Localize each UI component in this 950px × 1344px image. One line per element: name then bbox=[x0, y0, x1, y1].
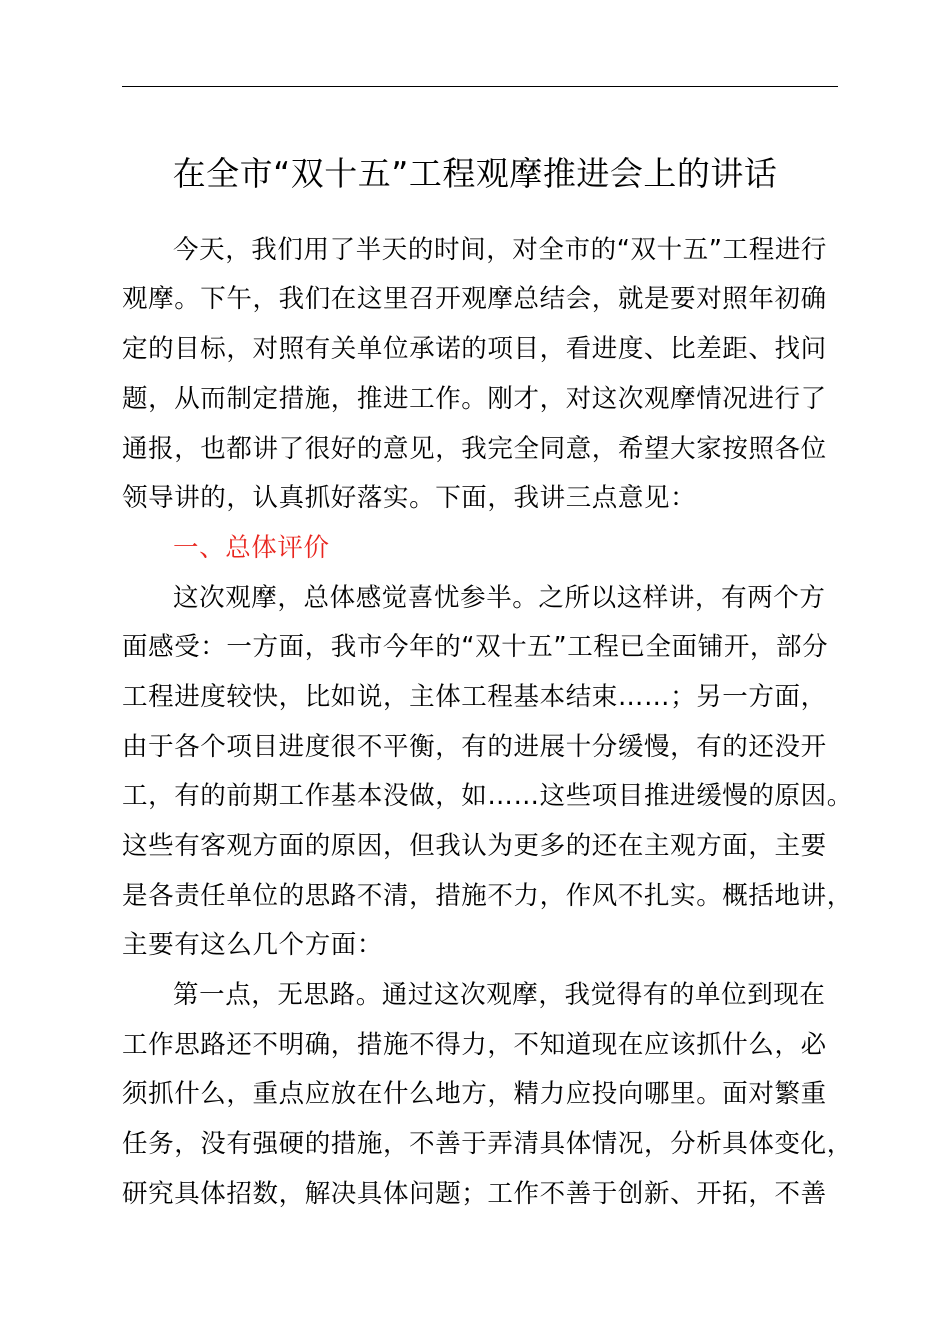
body-line: 今天，我们用了半天的时间，对全市的“双十五”工程进行 bbox=[173, 235, 828, 265]
body-line: 研究具体招数，解决具体问题；工作不善于创新、开拓，不善 bbox=[122, 1179, 827, 1209]
body-line: 工作思路还不明确，措施不得力，不知道现在应该抓什么，必 bbox=[122, 1030, 827, 1060]
body-line: 由于各个项目进度很不平衡，有的进展十分缓慢，有的还没开 bbox=[122, 732, 827, 762]
body-line: 观摩。下午，我们在这里召开观摩总结会，就是要对照年初确 bbox=[122, 284, 827, 314]
body-line: 领导讲的，认真抓好落实。下面，我讲三点意见： bbox=[122, 483, 697, 513]
body-line: 主要有这么几个方面： bbox=[122, 930, 384, 960]
body-line: 第一点，无思路。通过这次观摩，我觉得有的单位到现在 bbox=[173, 980, 826, 1010]
body-line: 题，从而制定措施，推进工作。刚才，对这次观摩情况进行了 bbox=[122, 384, 827, 414]
body-line: 是各责任单位的思路不清，措施不力，作风不扎实。概括地讲， bbox=[122, 881, 853, 911]
body-line: 这些有客观方面的原因，但我认为更多的还在主观方面，主要 bbox=[122, 831, 827, 861]
header-rule bbox=[122, 86, 838, 87]
body-line: 通报，也都讲了很好的意见，我完全同意，希望大家按照各位 bbox=[122, 434, 827, 464]
body-line: 须抓什么，重点应放在什么地方，精力应投向哪里。面对繁重 bbox=[122, 1079, 827, 1109]
body-line: 工，有的前期工作基本没做，如……这些项目推进缓慢的原因。 bbox=[122, 781, 853, 811]
body-line: 工程进度较快，比如说，主体工程基本结束……；另一方面， bbox=[122, 682, 827, 712]
document-title: 在全市“双十五”工程观摩推进会上的讲话 bbox=[172, 154, 778, 193]
section-heading: 一、总体评价 bbox=[173, 533, 330, 563]
body-line: 这次观摩，总体感觉喜忧参半。之所以这样讲，有两个方 bbox=[173, 583, 826, 613]
body-line: 面感受：一方面，我市今年的“双十五”工程已全面铺开，部分 bbox=[122, 632, 829, 662]
body-line: 定的目标，对照有关单位承诺的项目，看进度、比差距、找问 bbox=[122, 334, 827, 364]
body-line: 任务，没有强硬的措施，不善于弄清具体情况，分析具体变化， bbox=[122, 1129, 853, 1159]
